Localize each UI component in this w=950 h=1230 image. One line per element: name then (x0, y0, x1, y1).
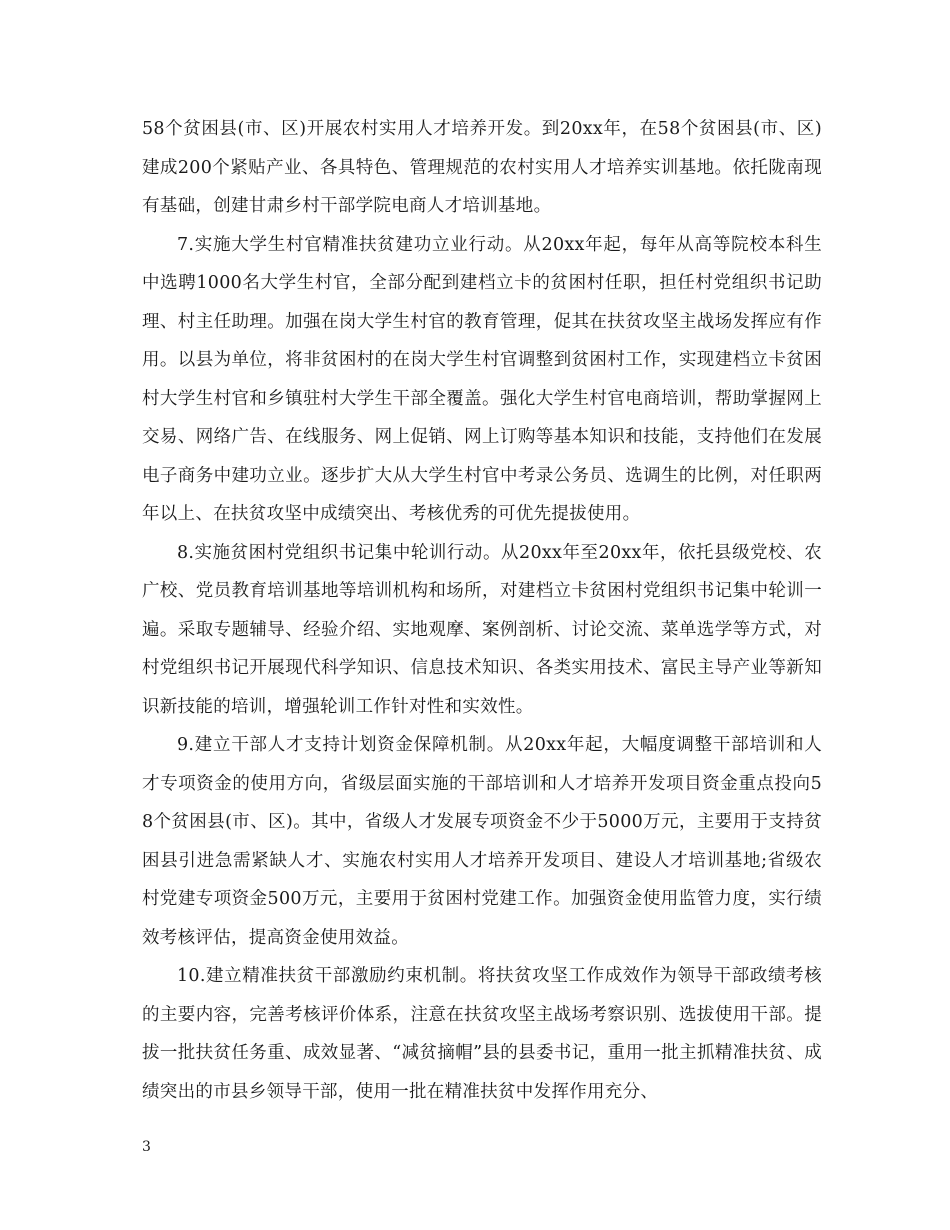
paragraph-item-8: 8.实施贫困村党组织书记集中轮训行动。从20xx年至20xx年，依托县级党校、农广校、党员教育培训基地等培训机构和场所，对建档立卡贫困村党组织书记集中轮训一遍。采取专题辅导、经验介绍、实地观摩、案例剖析、讨论交流、菜单选学等方式，对村党组织书记开展现代科学知识、信息技术知识、各类实用技术、富民主导产业等新知识新技能的培训，增强轮训工作针对性和实效性。 (142, 542, 822, 717)
paragraph-item-7: 7.实施大学生村官精准扶贫建功立业行动。从20xx年起，每年从高等院校本科生中选聘1000名大学生村官，全部分配到建档立卡的贫困村任职，担任村党组织书记助理、村主任助理。加强在岗大学生村官的教育管理，促其在扶贫攻坚主战场发挥应有作用。以县为单位，将非贫困村的在岗大学生村官调整到贫困村工作，实现建档立卡贫困村大学生村官和乡镇驻村大学生干部全覆盖。强化大学生村官电商培训，帮助掌握网上交易、网络广告、在线服务、网上促销、网上订购等基本知识和技能，支持他们在发展电子商务中建功立业。逐步扩大从大学生村官中考录公务员、选调生的比例，对任职两年以上、在扶贫攻坚中成绩突出、考核优秀的可优先提拔使用。 (142, 234, 822, 524)
document-body (142, 110, 822, 1111)
paragraph-item-10: 10.建立精准扶贫干部激励约束机制。将扶贫攻坚工作成效作为领导干部政绩考核的主要内容，完善考核评价体系，注意在扶贫攻坚主战场考察识别、选拔使用干部。提拔一批扶贫任务重、成效显著、“减贫摘帽”县的县委书记，重用一批主抓精准扶贫、成绩突出的市县乡领导干部，使用一批在精准扶贫中发挥作用充分、 (142, 966, 822, 1102)
page-number: 3 (142, 1139, 151, 1155)
paragraph-continuation: 58个贫困县(市、区)开展农村实用人才培养开发。到20xx年，在58个贫困县(市、区)建成200个紧贴产业、各具特色、管理规范的农村实用人才培养实训基地。依托陇南现有基础，创建甘肃乡村干部学院电商人才培训基地。 (142, 119, 822, 216)
paragraph-item-9: 9.建立干部人才支持计划资金保障机制。从20xx年起，大幅度调整干部培训和人才专项资金的使用方向，省级层面实施的干部培训和人才培养开发项目资金重点投向58个贫困县(市、区)。其中，省级人才发展专项资金不少于5000万元，主要用于支持贫困县引进急需紧缺人才、实施农村实用人才培养开发项目、建设人才培训基地;省级农村党建专项资金500万元，主要用于贫困村党建工作。加强资金使用监管力度，实行绩效考核评估，提高资金使用效益。 (142, 735, 822, 948)
